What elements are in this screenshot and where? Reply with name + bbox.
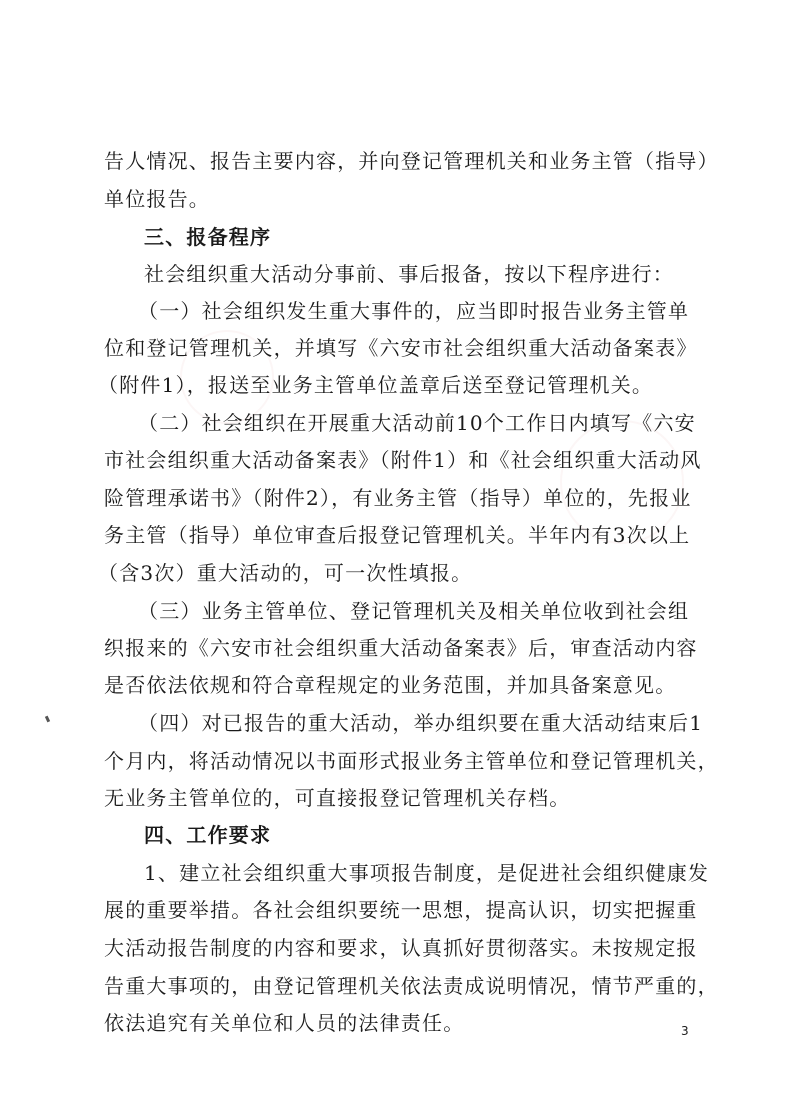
text-line: （含3次）重大活动的，可一次性填报。	[98, 561, 473, 585]
text-line: （三）业务主管单位、登记管理机关及相关单位收到社会组	[138, 599, 690, 623]
text-line: 告人情况、报告主要内容，并向登记管理机关和业务主管（指导）	[104, 149, 719, 173]
text-line: 展的重要举措。各社会组织要统一思想，提高认识，切实把握重	[104, 898, 698, 922]
text-line: 务主管（指导）单位审查后报登记管理机关。半年内有3次以上	[104, 523, 691, 547]
text-line: 依法追究有关单位和人员的法律责任。	[104, 1011, 465, 1035]
text-line: （附件1），报送至业务主管单位盖章后送至登记管理机关。	[98, 373, 654, 397]
text-line: 险管理承诺书》（附件2），有业务主管（指导）单位的，先报业	[104, 486, 692, 510]
text-line: （四）对已报告的重大活动，举办组织要在重大活动结束后1	[138, 711, 704, 735]
text-line: 市社会组织重大活动备案表》（附件1）和《社会组织重大活动风	[104, 448, 702, 472]
text-line: （二）社会组织在开展重大活动前10个工作日内填写《六安	[138, 411, 696, 435]
text-line: 织报来的《六安市社会组织重大活动备案表》后，审查活动内容	[104, 636, 698, 660]
text-line: 无业务主管单位的，可直接报登记管理机关存档。	[104, 786, 571, 810]
page-number: 3	[681, 1024, 689, 1038]
text-line: 1、建立社会组织重大事项报告制度，是促进社会组织健康发	[144, 861, 710, 885]
text-line: （一）社会组织发生重大事件的，应当即时报告业务主管单	[138, 299, 690, 323]
text-line: 社会组织重大活动分事前、事后报备，按以下程序进行：	[144, 262, 674, 286]
text-line: 单位报告。	[104, 187, 210, 211]
section-heading: 四、工作要求	[144, 823, 272, 847]
text-line: 位和登记管理机关，并填写《六安市社会组织重大活动备案表》	[104, 336, 698, 360]
scan-speck	[45, 716, 50, 723]
text-line: 大活动报告制度的内容和要求，认真抓好贯彻落实。未按规定报	[104, 936, 698, 960]
text-line: 个月内，将活动情况以书面形式报业务主管单位和登记管理机关，	[104, 749, 719, 773]
text-line: 是否依法依规和符合章程规定的业务范围，并加具备案意见。	[104, 673, 677, 697]
section-heading: 三、报备程序	[144, 225, 272, 249]
text-line: 告重大事项的，由登记管理机关依法责成说明情况，情节严重的，	[104, 974, 719, 998]
